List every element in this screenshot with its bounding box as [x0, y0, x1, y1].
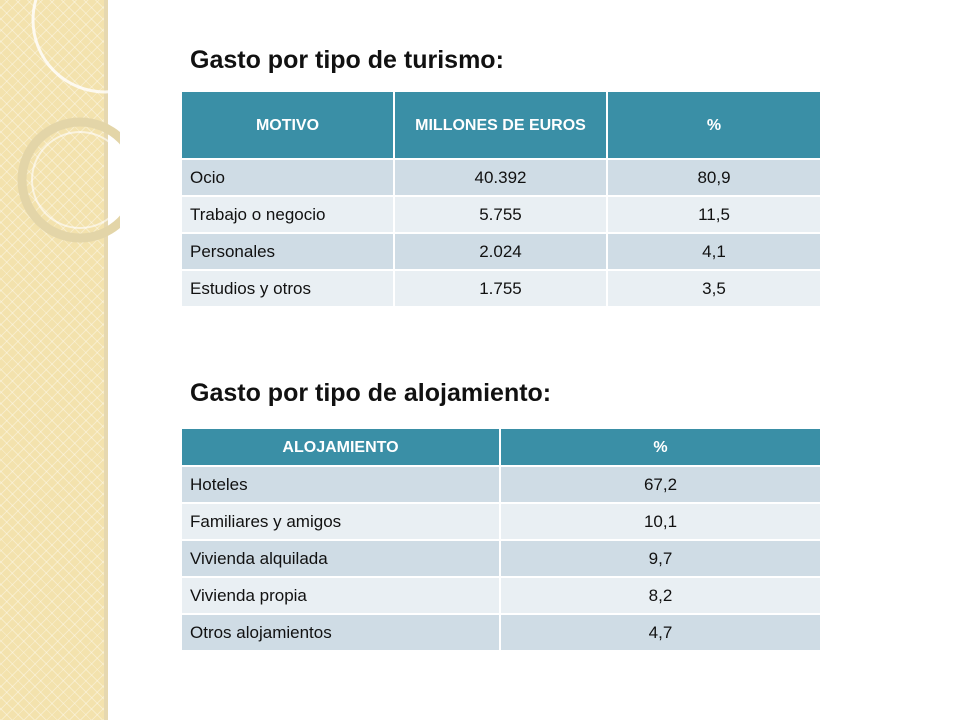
header-percent: % [500, 428, 821, 466]
table-header-row [181, 428, 821, 466]
table-row [181, 614, 821, 651]
cell-alojamiento: Otros alojamientos [181, 614, 500, 651]
header-alojamiento: ALOJAMIENTO [181, 428, 500, 466]
cell-percent: 11,5 [607, 196, 821, 233]
table-row [181, 270, 821, 307]
table-row [181, 196, 821, 233]
cell-percent: 3,5 [607, 270, 821, 307]
cell-motivo: Trabajo o negocio [181, 196, 394, 233]
cell-percent: 4,7 [500, 614, 821, 651]
cell-alojamiento: Vivienda alquilada [181, 540, 500, 577]
table-row [181, 503, 821, 540]
header-motivo: MOTIVO [181, 91, 394, 159]
cell-percent: 4,1 [607, 233, 821, 270]
cell-percent: 67,2 [500, 466, 821, 503]
section-title-alojamiento: Gasto por tipo de alojamiento: [190, 379, 552, 407]
table-row [181, 466, 821, 503]
cell-percent: 10,1 [500, 503, 821, 540]
header-millones-euros: MILLONES DE EUROS [394, 91, 607, 159]
table-header-row [181, 91, 821, 159]
cell-motivo: Personales [181, 233, 394, 270]
section-title-turismo: Gasto por tipo de turismo: [190, 46, 504, 74]
cell-motivo: Ocio [181, 159, 394, 196]
table-row [181, 577, 821, 614]
table-row [181, 233, 821, 270]
table-gasto-alojamiento [180, 427, 822, 652]
cell-alojamiento: Hoteles [181, 466, 500, 503]
table-row [181, 159, 821, 196]
cell-percent: 80,9 [607, 159, 821, 196]
cell-percent: 9,7 [500, 540, 821, 577]
cell-millones: 1.755 [394, 270, 607, 307]
cell-alojamiento: Vivienda propia [181, 577, 500, 614]
decorative-rings [0, 0, 120, 260]
cell-millones: 40.392 [394, 159, 607, 196]
cell-millones: 5.755 [394, 196, 607, 233]
cell-millones: 2.024 [394, 233, 607, 270]
cell-percent: 8,2 [500, 577, 821, 614]
cell-motivo: Estudios y otros [181, 270, 394, 307]
header-percent: % [607, 91, 821, 159]
table-row [181, 540, 821, 577]
table-gasto-turismo [180, 90, 822, 308]
cell-alojamiento: Familiares y amigos [181, 503, 500, 540]
